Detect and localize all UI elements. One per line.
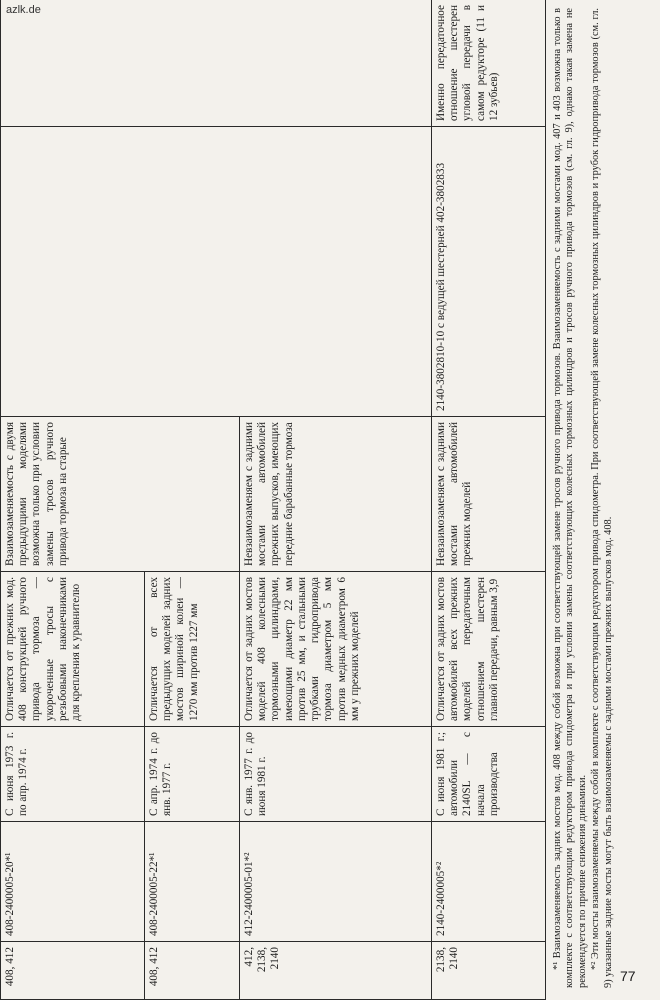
- part-number-cell: 412-2400005-01*²: [240, 822, 432, 942]
- differences-cell: Отличается от задних мостов автомобилей всех прежних моделей передаточным отношением шестерен главной передачи, равным 3,9: [432, 572, 546, 727]
- part-number-cell: 408-2400005-20*¹: [1, 822, 145, 942]
- note-cell: Именно передаточное отношение шестерен угловой передачи в самом редукторе (11 и 12 зубьев): [432, 0, 546, 127]
- interchangeability-cell: Взаимозаменяемость с двумя предыдущими моделями возможна только при условии замены тросов ручного привода тормоза на старые: [1, 417, 240, 572]
- differences-cell: Отличается от прежних мод. 408 конструкцией ручного привода тормоза — укороченные тросы с резьбовыми наконечниками для крепления к уравнителю: [1, 572, 145, 727]
- table-row: [1, 0, 145, 1000]
- table-row: [432, 0, 546, 1000]
- period-cell: С июня 1973 г. по апр. 1974 г.: [1, 727, 145, 822]
- interchangeability-cell: Невзаимозаменяем с задними мостами автомобилей прежних выпусков, имеющих передние барабанные тормоза: [240, 417, 432, 572]
- interchangeability-cell: Невзаимозаменяем с задними мостами автомобилей прежних моделей: [432, 417, 546, 572]
- period-cell: С апр. 1974 г. до янв. 1977 г.: [145, 727, 240, 822]
- footnote-1: *¹ Взаимозаменяемость задних мостов мод. 408 между собой возможна при соответствующей замене тросов ручного привода тормозов. Взаимозаменяемость с задними мостами мод. 407 и 403 возможна только в комплекте с соответствующим редуктором привода спидометра и при условии замены соответствующих колесных тормозных цилиндров и тросов ручного привода тормозов (см. гл. 9), однако такая замена не рекомендуется по причине снижения динамики.: [552, 8, 588, 988]
- footnote-2: *² Эти мосты взаимозаменяемы между собой в комплекте с соответствующим редуктором привода спидометра. При соответствующей замене колесных тормозных цилиндров и трубок гидропривода тормозов (см. гл. 9) указанные задние мосты могут быть взаимозаменяемы с задними мостами прежних выпусков мод. 408.: [590, 8, 614, 988]
- part-number-cell: 2140-2400005*²: [432, 822, 546, 942]
- footnotes: [552, 8, 616, 988]
- models-cell: 408, 412: [145, 942, 240, 1000]
- differences-cell: Отличается от всех предыдущих моделей задних мостов шириной колеи — 1270 мм против 1227 мм: [145, 572, 240, 727]
- differences-cell: Отличается от задних мостов моделей 408 колесными тормозными цилиндрами, имеющими диаметр 22 мм против 25 мм, и стальными трубками гидропривода тормоза диаметром 5 мм против медных диаметром 6 мм у прежних моделей: [240, 572, 432, 727]
- page-number: 77: [620, 968, 636, 984]
- speedometer-gear-cell: 2140-3802810-10 с ведущей шестерней 402-3802833: [432, 127, 546, 417]
- period-cell: С июня 1981 г.; автомобили 2140SL — с начала производства: [432, 727, 546, 822]
- speedometer-gear-cell: [1, 127, 432, 417]
- note-cell: [1, 0, 432, 127]
- period-cell: С янв. 1977 г. до июня 1981 г.: [240, 727, 432, 822]
- models-cell: 412, 2138, 2140: [240, 942, 432, 1000]
- models-cell: 408, 412: [1, 942, 145, 1000]
- watermark: azlk.de: [6, 4, 41, 16]
- models-cell: 2138, 2140: [432, 942, 546, 1000]
- part-number-cell: 408-2400005-22*¹: [145, 822, 240, 942]
